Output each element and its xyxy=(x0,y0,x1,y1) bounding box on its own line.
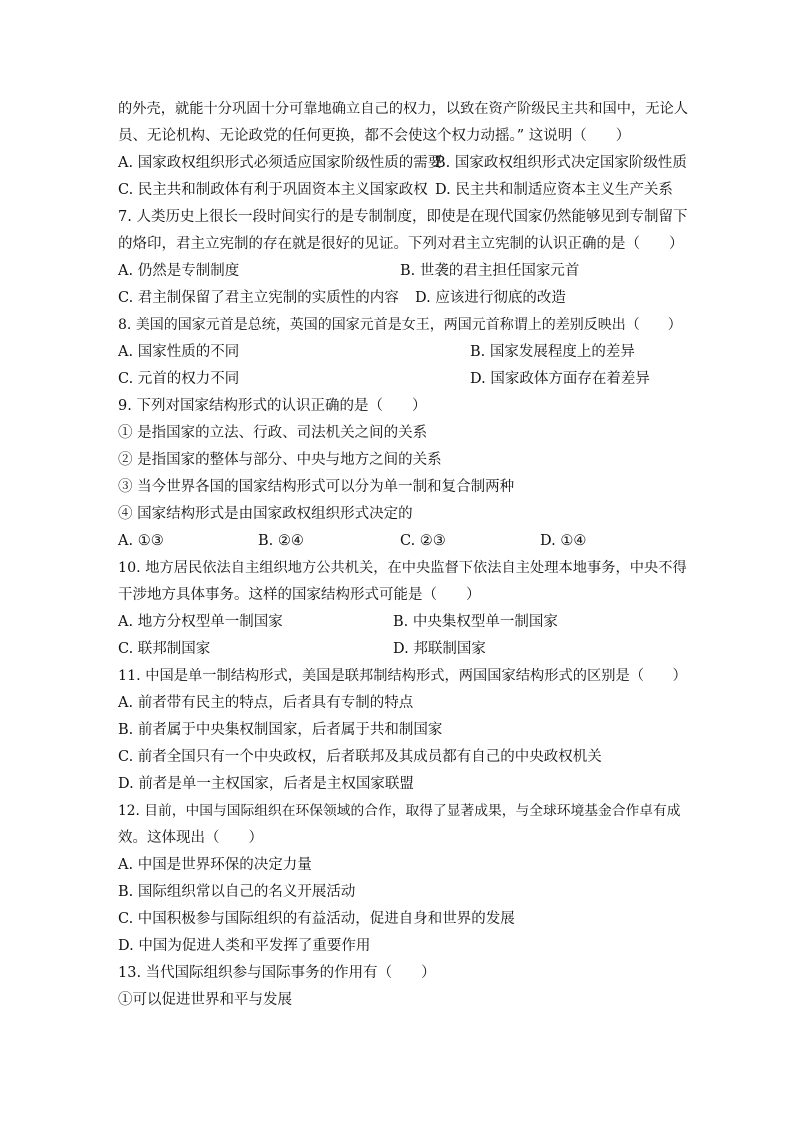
question-8-stem: 8. 美国的国家元首是总统，英国的国家元首是女王，两国元首称谓上的差别反映出（ ） xyxy=(118,317,682,333)
question-7-stem-line-1: 7. 人类历史上很长一段时间实行的是专制制度，即使是在现代国家仍然能够见到专制留下 xyxy=(118,209,688,225)
question-10-option-b[interactable]: B. 中央集权型单一制国家 xyxy=(393,614,558,630)
question-8-option-b[interactable]: B. 国家发展程度上的差异 xyxy=(470,344,635,360)
question-10-option-a[interactable]: A. 地方分权型单一制国家 xyxy=(118,614,283,630)
question-11-stem: 11. 中国是单一制结构形式，美国是联邦制结构形式，两国国家结构形式的区别是（ ） xyxy=(118,668,687,684)
question-6-stem-line-1: 的外壳，就能十分巩固十分可靠地确立自己的权力，以致在资产阶级民主共和国中，无论人 xyxy=(118,101,689,117)
question-13-stem: 13. 当代国际组织参与国际事务的作用有（ ） xyxy=(118,965,436,981)
question-11-option-d[interactable]: D. 前者是单一主权国家，后者是主权国家联盟 xyxy=(118,776,414,792)
question-10-stem-line-2: 干涉地方具体事务。这样的国家结构形式可能是（ ） xyxy=(118,587,481,603)
question-7-stem-line-2: 的烙印，君主立宪制的存在就是很好的见证。下列对君主立宪制的认识正确的是（ ） xyxy=(118,236,684,252)
question-12-stem-line-2: 效。这体现出（ ） xyxy=(118,830,263,846)
question-12-option-a[interactable]: A. 中国是世界环保的决定力量 xyxy=(118,857,312,873)
question-9-option-d[interactable]: D. ①④ xyxy=(540,533,587,549)
question-10-option-d[interactable]: D. 邦联制国家 xyxy=(393,641,486,657)
question-7-option-b[interactable]: B. 世袭的君主担任国家元首 xyxy=(400,263,580,279)
question-8-option-a[interactable]: A. 国家性质的不同 xyxy=(118,344,240,360)
question-12-option-b[interactable]: B. 国际组织常以自己的名义开展活动 xyxy=(118,884,356,900)
question-11-option-c[interactable]: C. 前者全国只有一个中央政权，后者联邦及其成员都有自己的中央政权机关 xyxy=(118,749,602,765)
question-6-stem-line-2: 员、无论机构、无论政党的任何更换，都不会使这个权力动摇。” 这说明（ ） xyxy=(118,128,631,144)
question-9-item-2: ② 是指国家的整体与部分、中央与地方之间的关系 xyxy=(118,452,442,468)
question-10-option-c[interactable]: C. 联邦制国家 xyxy=(118,641,211,657)
question-6-option-a[interactable]: A. 国家政权组织形式必须适应国家阶级性质的需要 xyxy=(118,155,443,171)
question-9-item-4: ④ 国家结构形式是由国家政权组织形式决定的 xyxy=(118,506,413,522)
question-8-option-d[interactable]: D. 国家政体方面存在着差异 xyxy=(470,371,650,387)
question-9-option-c[interactable]: C. ②③ xyxy=(400,533,446,549)
question-11-option-a[interactable]: A. 前者带有民主的特点，后者具有专制的特点 xyxy=(118,695,414,711)
question-9-item-1: ① 是指国家的立法、行政、司法机关之间的关系 xyxy=(118,425,428,441)
question-11-option-b[interactable]: B. 前者属于中央集权制国家，后者属于共和制国家 xyxy=(118,722,443,738)
question-9-option-a[interactable]: A. ①③ xyxy=(118,533,164,549)
question-9-item-3: ③ 当今世界各国的国家结构形式可以分为单一制和复合制两种 xyxy=(118,479,515,495)
question-12-option-d[interactable]: D. 中国为促进人类和平发挥了重要作用 xyxy=(118,938,371,954)
question-9-option-b[interactable]: B. ②④ xyxy=(258,533,304,549)
question-6-option-b[interactable]: B. 国家政权组织形式决定国家阶级性质 xyxy=(435,155,687,171)
question-13-item-1: ①可以促进世界和平与发展 xyxy=(118,992,292,1008)
question-12-stem-line-1: 12. 目前，中国与国际组织在环保领域的合作，取得了显著成果，与全球环境基金合作卓有成 xyxy=(118,803,681,819)
question-6-option-d[interactable]: D. 民主共和制适应资本主义生产关系 xyxy=(435,182,673,198)
question-6-option-c[interactable]: C. 民主共和制政体有利于巩固资本主义国家政权 xyxy=(118,182,428,198)
question-12-option-c[interactable]: C. 中国积极参与国际组织的有益活动，促进自身和世界的发展 xyxy=(118,911,515,927)
question-9-stem: 9. 下列对国家结构形式的认识正确的是（ ） xyxy=(118,398,427,414)
question-7-option-a[interactable]: A. 仍然是专制制度 xyxy=(118,263,240,279)
question-7-option-d[interactable]: D. 应该进行彻底的改造 xyxy=(415,290,566,306)
question-8-option-c[interactable]: C. 元首的权力不同 xyxy=(118,371,240,387)
question-10-stem-line-1: 10. 地方居民依法自主组织地方公共机关，在中央监督下依法自主处理本地事务，中央不得 xyxy=(118,560,687,576)
question-7-option-c[interactable]: C. 君主制保留了君主立宪制的实质性的内容 xyxy=(118,290,399,306)
